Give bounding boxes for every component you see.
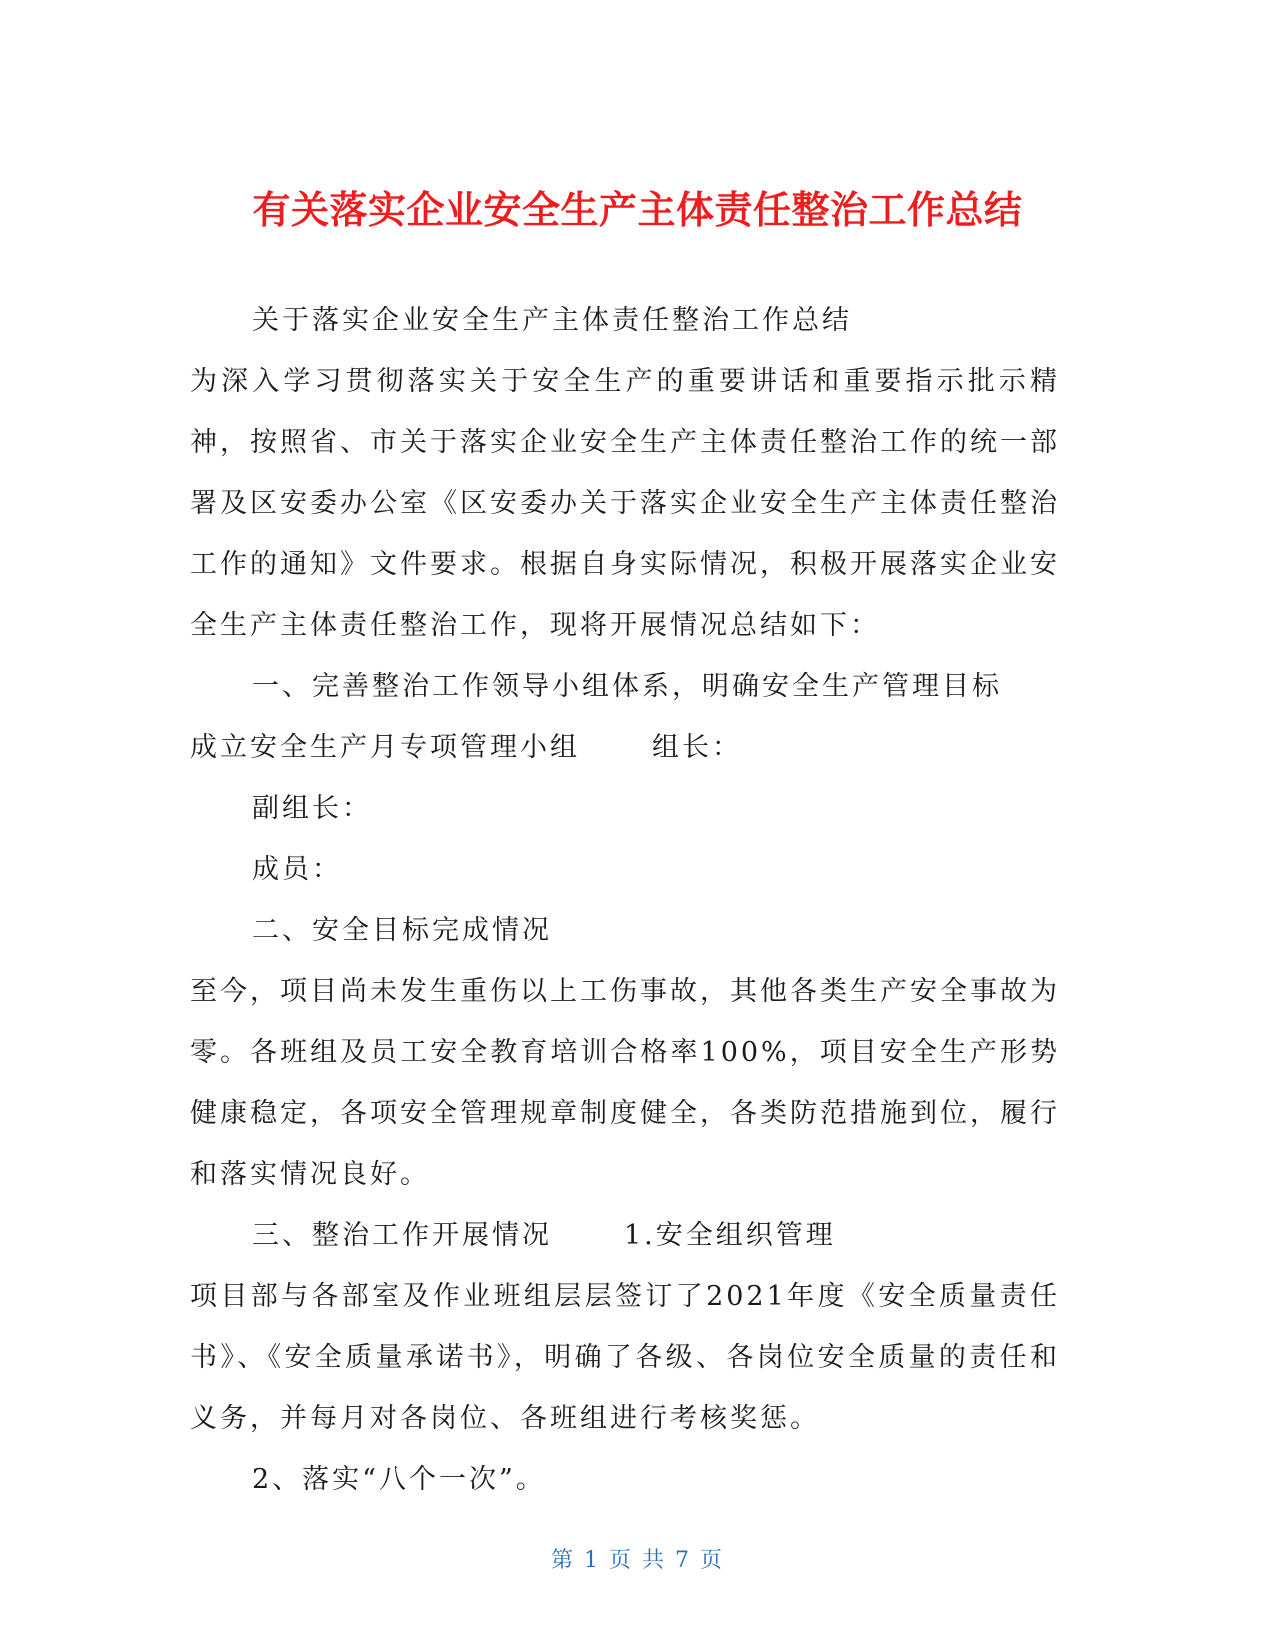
deputy-leader-label: 副组长：	[252, 793, 372, 824]
paragraph-responsibility: 项目部与各部室及作业班组层层签订了2021年度《安全质量责任书》、《安全质量承诺书》，明确了各级、各岗位安全质量的责任和义务，并每月对各岗位、各班组进行考核奖惩。	[190, 1281, 1060, 1434]
members-label: 成员：	[252, 854, 342, 885]
document-body	[190, 290, 1060, 1510]
heading-section-3	[190, 1205, 1060, 1266]
paragraph-safety-status: 至今，项目尚未发生重伤以上工伤事故，其他各类生产安全事故为零。各班组及员工安全教育培训合格率100%，项目安全生产形势健康稳定，各项安全管理规章制度健全，各类防范措施到位，履行和落实情况良好。	[190, 976, 1060, 1190]
section-3-title: 三、整治工作开展情况	[252, 1220, 552, 1251]
paragraph-intro: 为深入学习贯彻落实关于安全生产的重要讲话和重要指示批示精神，按照省、市关于落实企业安全生产主体责任整治工作的统一部署及区安委办公室《区安委办关于落实企业安全生产主体责任整治工作的通知》文件要求。根据自身实际情况，积极开展落实企业安全生产主体责任整治工作，现将开展情况总结如下：	[190, 366, 1060, 641]
page-number-footer: 第 1 页 共 7 页	[551, 1548, 724, 1573]
paragraph-team	[190, 717, 1060, 778]
team-name: 成立安全生产月专项管理小组	[190, 732, 580, 763]
paragraph-subtitle: 关于落实企业安全生产主体责任整治工作总结	[252, 305, 852, 336]
team-leader-label: 组长：	[652, 732, 742, 763]
heading-section-2: 二、安全目标完成情况	[252, 915, 552, 946]
subsection-1-title: 1.安全组织管理	[624, 1220, 836, 1251]
heading-subsection-2: 2、落实“八个一次”。	[252, 1464, 546, 1495]
heading-section-1: 一、完善整治工作领导小组体系，明确安全生产管理目标	[252, 671, 1002, 702]
document-title: 有关落实企业安全生产主体责任整治工作总结	[252, 188, 1023, 233]
